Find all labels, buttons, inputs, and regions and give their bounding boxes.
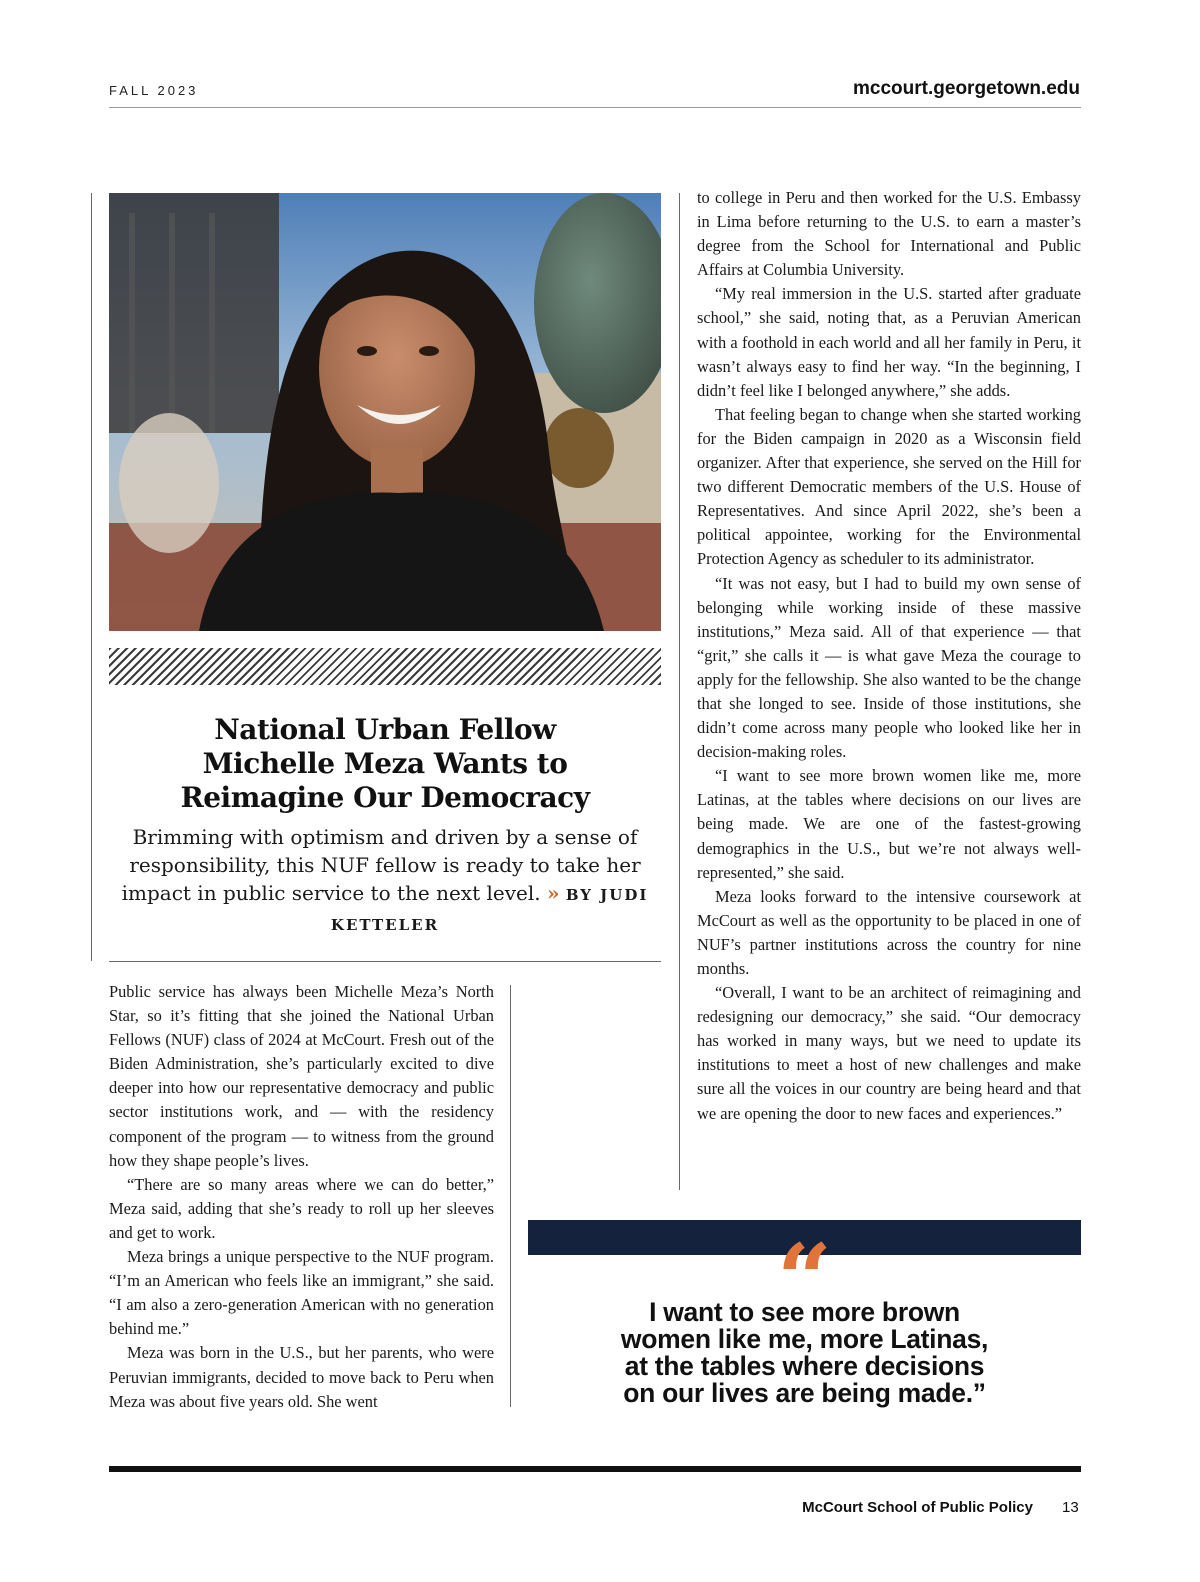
body-paragraph: Meza brings a unique perspective to the NUF program. “I’m an American who feels like an immigrant,” she said. “I am also a zero-generation American with no generation behind me.”	[109, 1247, 494, 1339]
body-column-left	[109, 980, 494, 1414]
pull-quote-line: I want to see more brown	[649, 1297, 960, 1327]
body-paragraph: “There are so many areas where we can do better,” Meza said, adding that she’s ready to roll up her sleeves and get to work.	[109, 1174, 494, 1242]
header-rule	[109, 107, 1081, 108]
quote-mark-icon: “	[776, 1223, 833, 1336]
pull-quote-line: on our lives are being made.”	[623, 1378, 986, 1408]
pull-quote	[588, 1299, 1021, 1407]
headline-line: Michelle Meza Wants to	[202, 747, 568, 780]
body-column-right	[697, 186, 1081, 1126]
dek-arrow: »	[546, 881, 560, 905]
portrait-illustration	[109, 193, 661, 631]
pull-quote-line: women like me, more Latinas,	[620, 1324, 989, 1354]
pull-quote-line: at the tables where decisions	[624, 1351, 985, 1381]
body-paragraph: Meza was born in the U.S., but her parents, who were Peruvian immigrants, decided to move back to Peru when Meza was about five years old. She went	[109, 1343, 494, 1411]
footer-rule	[109, 1466, 1081, 1472]
article-dek	[119, 823, 651, 939]
center-column-rule	[679, 193, 680, 1190]
publication-name: McCourt School of Public Policy	[802, 1499, 1033, 1516]
issue-label: FALL 2023	[109, 83, 199, 98]
website-link[interactable]: mccourt.georgetown.edu	[853, 78, 1080, 99]
body-paragraph: “My real immersion in the U.S. started after graduate school,” she said, noting that, as a Peruvian American with a foothold in each world and all her family in Peru, it wasn’t always easy to find her way. “In the beginning, I didn’t feel like I belonged anywhere,” she adds.	[697, 284, 1081, 400]
body-paragraph: “I want to see more brown women like me, more Latinas, at the tables where decisions on our lives are being made. We are one of the fastest-growing demographics in the U.S., but we’re not always well-represented,” she said.	[697, 766, 1081, 882]
body-paragraph: That feeling began to change when she started working for the Biden campaign in 2020 as a Wisconsin field organizer. After that experience, she served on the Hill for two different Democratic members of the U.S. House of Representatives. And since April 2022, she’s been a political appointee, working for the Environmental Protection Agency as scheduler to its administrator.	[697, 404, 1081, 569]
section-rule	[109, 961, 661, 962]
byline: BY JUDI KETTELER	[330, 886, 649, 934]
article-headline	[109, 713, 661, 815]
body-paragraph: Public service has always been Michelle Meza’s North Star, so it’s fitting that she joined the National Urban Fellows (NUF) class of 2024 at McCourt. Fresh out of the Biden Administration, she’s particularly excited to dive deeper into how our representative democracy and public sector institutions work, and — with the residency component of the program — to witness from the ground how they shape people’s lives.	[109, 982, 494, 1170]
dek-text: Brimming with optimism and driven by a sense of responsibility, this NUF fellow is ready to take her impact in public service to the next level.	[121, 825, 641, 905]
body-paragraph: “Overall, I want to be an architect of reimagining and redesigning our democracy,” she said. “Our democracy has worked in many ways, but we need to update its institutions to meet a host of new challenges and make sure all the voices in our country are being heard and that we are opening the door to new faces and experiences.”	[697, 983, 1081, 1123]
page-number: 13	[1062, 1499, 1079, 1516]
body-paragraph: to college in Peru and then worked for the U.S. Embassy in Lima before returning to the U.S. to earn a master’s degree from the School for International and Public Affairs at Columbia University.	[697, 188, 1081, 280]
left-margin-rule	[91, 193, 92, 961]
portrait-photo	[109, 193, 661, 631]
headline-line: Reimagine Our Democracy	[180, 781, 590, 814]
body-paragraph: Meza looks forward to the intensive coursework at McCourt as well as the opportunity to be placed in one of NUF’s partner institutions across the country for nine months.	[697, 886, 1081, 978]
hatched-divider	[109, 648, 661, 685]
headline-line: National Urban Fellow	[214, 713, 556, 746]
body-paragraph: “It was not easy, but I had to build my own sense of belonging while working inside of these massive institutions,” Meza said. All of that experience — that “grit,” she calls it — is what gave Meza the courage to apply for the fellowship. She also wanted to be the change that she longed to see. Inside of those institutions, she didn’t come across many people who looked like her in decision-making roles.	[697, 573, 1081, 762]
left-column-rule	[510, 985, 511, 1407]
